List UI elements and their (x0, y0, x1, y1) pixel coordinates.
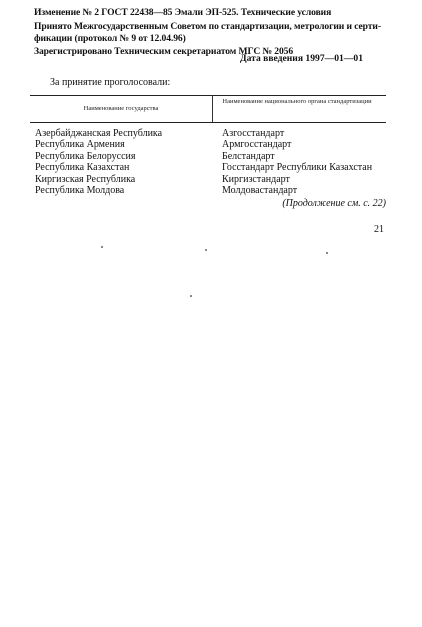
table-cell-state: Республика Казахстан (35, 162, 130, 174)
scan-speck (326, 252, 328, 254)
scan-speck (190, 295, 192, 297)
table-cell-state: Республика Молдова (35, 185, 125, 197)
table-column-divider (212, 95, 213, 123)
scan-speck (101, 246, 103, 248)
table-cell-state: Киргизская Республика (35, 173, 136, 185)
table-header-rule (30, 122, 386, 123)
table-cell-standards-body: Киргизстандарт (222, 173, 290, 185)
scan-speck (205, 249, 207, 251)
table-cell-standards-body: Молдовастандарт (222, 185, 298, 197)
table-header-state: Наименование государства (83, 105, 159, 112)
table-cell-standards-body: Госстандарт Республики Казахстан (222, 162, 373, 174)
table-column-standards-bodies (222, 128, 372, 196)
adoption-line: Принято Межгосударственным Советом по стандартизации, метрологии и серти- (34, 21, 381, 32)
protocol-line: фикации (протокол № 9 от 12.04.96) (34, 33, 186, 44)
table-cell-state: Республика Армения (35, 139, 125, 151)
continuation-note: (Продолжение см. с. 22) (282, 198, 386, 209)
table-cell-standards-body: Азгосстандарт (222, 128, 285, 139)
amendment-title: Изменение № 2 ГОСТ 22438—85 Эмали ЭП-525. Технические условия (34, 7, 332, 18)
voting-intro: За принятие проголосовали: (50, 77, 171, 88)
registration-line: Зарегистрировано Техническим секретариатом МГС № 2056 (34, 46, 294, 57)
effective-date: Дата введения 1997—01—01 (240, 53, 363, 64)
table-cell-state: Азербайджанская Республика (35, 128, 163, 139)
table-cell-standards-body: Армгосстандарт (222, 139, 292, 151)
table-cell-standards-body: Белстандарт (222, 150, 275, 162)
table-top-rule (30, 95, 386, 96)
table-header-standards-body: Наименование национального органа стандартизации (222, 98, 372, 105)
table-column-states (35, 128, 162, 196)
table-cell-state: Республика Белоруссия (35, 150, 136, 162)
page-number: 21 (374, 224, 384, 235)
